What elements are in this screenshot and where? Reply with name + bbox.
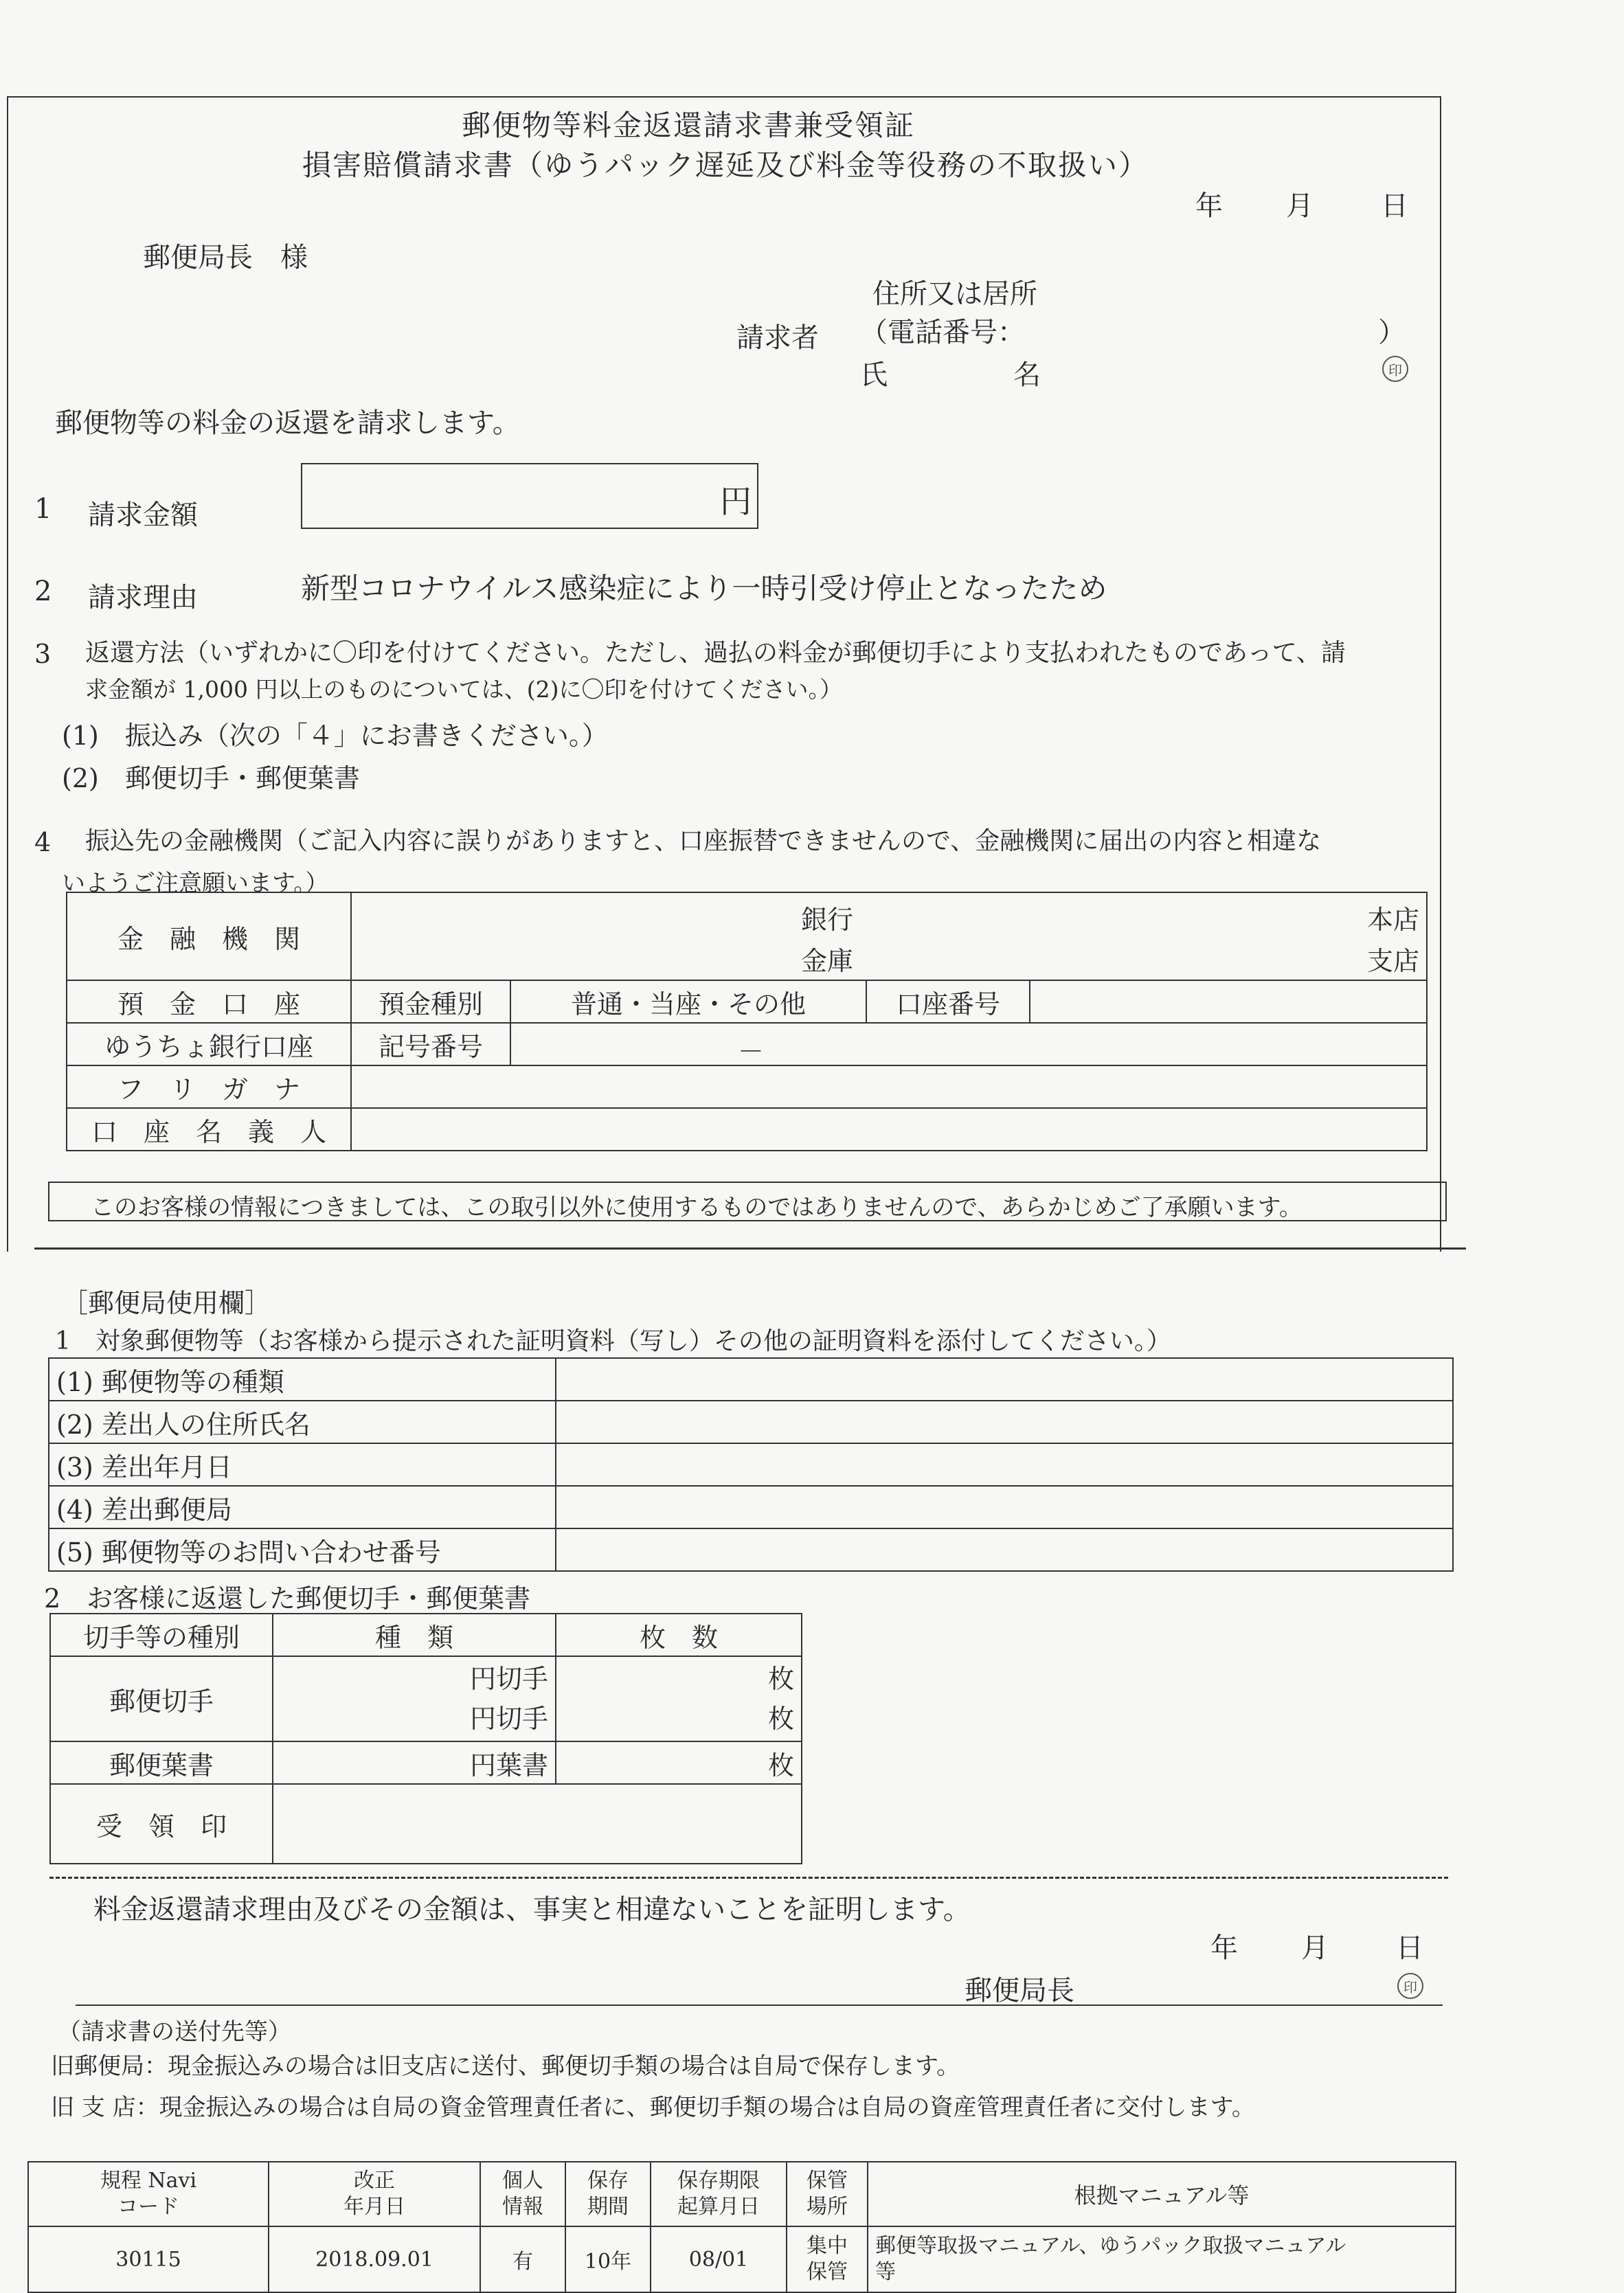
office-item1-title: 1 対象郵便物等（お客様から提示された証明資料（写し）その他の証明資料を添付してください。） [55,1327,1171,1355]
furigana-label: フ リ ガ ナ [67,1065,351,1108]
sent-office-label: (4) 差出郵便局 [49,1486,556,1528]
section1-label: 請求金額 [88,499,198,531]
institution-label: 金 融 機 関 [67,892,351,980]
mail-type-field[interactable] [556,1358,1453,1401]
postmaster-seal-mark [1397,1973,1423,1999]
header-retention-start: 保存期限 起算月日 [651,2162,787,2226]
seal-icon: 印 [1397,1973,1423,1999]
yucho-account-label: ゆうちょ銀行口座 [67,1023,351,1065]
deposit-type-options[interactable]: 普通・当座・その他 [510,980,866,1023]
claimant-label: 請求者 [736,322,819,354]
sheets-2: 枚 [767,1704,794,1734]
stamp-col-count: 枚 数 [556,1614,802,1656]
yen-stamp-1: 円切手 [469,1664,548,1694]
date-month: 月 [1286,190,1313,222]
routing-heading: （請求書の送付先等） [58,2018,291,2046]
section2-number: 2 [34,576,52,607]
sent-date-field[interactable] [556,1443,1453,1486]
office-use-separator [34,1247,1466,1250]
receipt-seal-field[interactable] [273,1784,802,1864]
office-item2-title: 2 お客様に返還した郵便切手・郵便葉書 [44,1583,531,1614]
stamp-kind-field[interactable] [273,1656,556,1741]
deposit-account-label: 預 金 口 座 [67,980,351,1023]
deposit-type-label: 預金種別 [351,980,510,1023]
furigana-field[interactable] [351,1065,1427,1108]
section3-number: 3 [34,639,52,669]
account-holder-label: 口 座 名 義 人 [67,1108,351,1151]
sent-office-field[interactable] [556,1486,1453,1528]
claim-amount-field[interactable] [301,463,758,529]
header-retention-period: 保存 期間 [565,2162,651,2226]
name-label-2: 名 [1013,359,1041,391]
header-storage-place: 保管 場所 [787,2162,868,2226]
form-title: 郵便物等料金返還請求書兼受領証 [462,109,916,142]
intro-text: 郵便物等の料金の返還を請求します。 [55,407,520,439]
stamp-count-field[interactable] [556,1656,802,1741]
value-manual: 郵便等取扱マニュアル、ゆうパック取扱マニュアル 等 [868,2226,1456,2292]
postcard-label: 郵便葉書 [50,1741,273,1784]
value-retention-start: 08/01 [651,2226,787,2292]
receipt-seal-label: 受 領 印 [50,1784,273,1864]
symbol-number-label: 記号番号 [351,1023,510,1065]
stamp-col-kind: 種 類 [273,1614,556,1656]
yen-postcard[interactable]: 円葉書 [273,1741,556,1784]
seal-icon: 印 [1382,356,1408,382]
claimant-seal-mark [1382,356,1408,382]
postmaster-signature-line [76,2004,1443,2006]
value-revision-date: 2018.09.01 [269,2226,480,2292]
bank-label: 銀行 [801,905,854,935]
postcard-sheets[interactable]: 枚 [556,1741,802,1784]
section4-line2: いようご注意願います。） [62,870,329,897]
regulation-footer-table [27,2161,1456,2293]
phone-label: （電話番号： [860,317,1025,348]
return-option-transfer[interactable]: (1) 振込み（次の「４」にお書きください。） [62,721,608,751]
value-storage-place: 集中 保管 [787,2226,868,2292]
routing-line1: 旧郵便局：現金振込みの場合は旧支店に送付、郵便切手類の場合は自局で保存します。 [51,2053,960,2080]
header-manual: 根拠マニュアル等 [868,2162,1456,2226]
return-option-stamps[interactable]: (2) 郵便切手・郵便葉書 [62,763,360,793]
stamp-col-type: 切手等の種別 [50,1614,273,1656]
mail-type-label: (1) 郵便物等の種類 [49,1358,556,1401]
sheets-1: 枚 [767,1664,794,1694]
privacy-notice: このお客様の情報につきましては、この取引以外に使用するものではありませんので、あらかじめご了承願います。 [91,1194,1302,1221]
sender-label: (2) 差出人の住所氏名 [49,1401,556,1443]
tracking-number-label: (5) 郵便物等のお問い合わせ番号 [49,1528,556,1571]
certification-text: 料金返還請求理由及びその金額は、事実と相違ないことを証明します。 [93,1894,971,1925]
branch-label: 支店 [1366,946,1419,976]
addressee: 郵便局長 様 [143,242,308,273]
privacy-notice-box [48,1182,1447,1221]
form-subtitle: 損害賠償請求書（ゆうパック遅延及び料金等役務の不取扱い） [302,148,1149,182]
symbol-dash: － [738,1037,765,1065]
account-number-field[interactable] [1030,980,1427,1023]
value-navi-code: 30115 [28,2226,269,2292]
yen-stamp-2: 円切手 [469,1704,548,1734]
header-revision-date: 改正 年月日 [269,2162,480,2226]
cert-date-year: 年 [1210,1932,1238,1964]
section1-number: 1 [34,493,52,525]
section2-label: 請求理由 [88,582,198,613]
section3-line1: 返還方法（いずれかに〇印を付けてください。ただし、過払の料金が郵便切手により支払われたものであって、請 [85,639,1346,667]
institution-field[interactable] [351,892,1427,980]
shinkin-label: 金庫 [801,946,854,976]
account-number-label: 口座番号 [866,980,1030,1023]
cert-date-month: 月 [1301,1932,1329,1964]
section3-line2: 求金額が 1,000 円以上のものについては、(2)に〇印を付けてください。） [85,676,843,703]
phone-close: ） [1378,317,1406,348]
date-day: 日 [1381,190,1408,222]
symbol-number-field[interactable] [510,1023,1427,1065]
cert-date-day: 日 [1396,1932,1423,1964]
date-year: 年 [1195,190,1223,222]
value-personal-info: 有 [480,2226,565,2292]
section4-line1: 振込先の金融機関（ご記入内容に誤りがありますと、口座振替できませんので、金融機関に届出の内容と相違な [85,827,1322,855]
stamp-return-table [49,1613,802,1864]
target-mail-table [48,1357,1454,1572]
routing-line2: 旧 支 店：現金振込みの場合は自局の資金管理責任者に、郵便切手類の場合は自局の資産管理責任者に交付します。 [51,2094,1255,2121]
sent-date-label: (3) 差出年月日 [49,1443,556,1486]
address-label: 住所又は居所 [872,278,1037,310]
claim-reason: 新型コロナウイルス感染症により一時引受け停止となったため [301,572,1107,605]
sender-field[interactable] [556,1401,1453,1443]
header-personal-info: 個人 情報 [480,2162,565,2226]
section4-number: 4 [34,827,52,857]
header-navi-code: 規程 Navi コード [28,2162,269,2226]
office-use-heading: ［郵便局使用欄］ [62,1288,271,1318]
postmaster-label: 郵便局長 [965,1975,1074,2007]
yen-unit: 円 [720,483,752,520]
postage-stamp-label: 郵便切手 [50,1656,273,1741]
name-label-1: 氏 [860,359,888,391]
head-office-label: 本店 [1366,905,1419,935]
tracking-number-field[interactable] [556,1528,1453,1571]
bank-account-table [66,892,1428,1151]
certification-dashed-line [49,1877,1448,1879]
account-holder-field[interactable] [351,1108,1427,1151]
value-retention-period: 10年 [565,2226,651,2292]
